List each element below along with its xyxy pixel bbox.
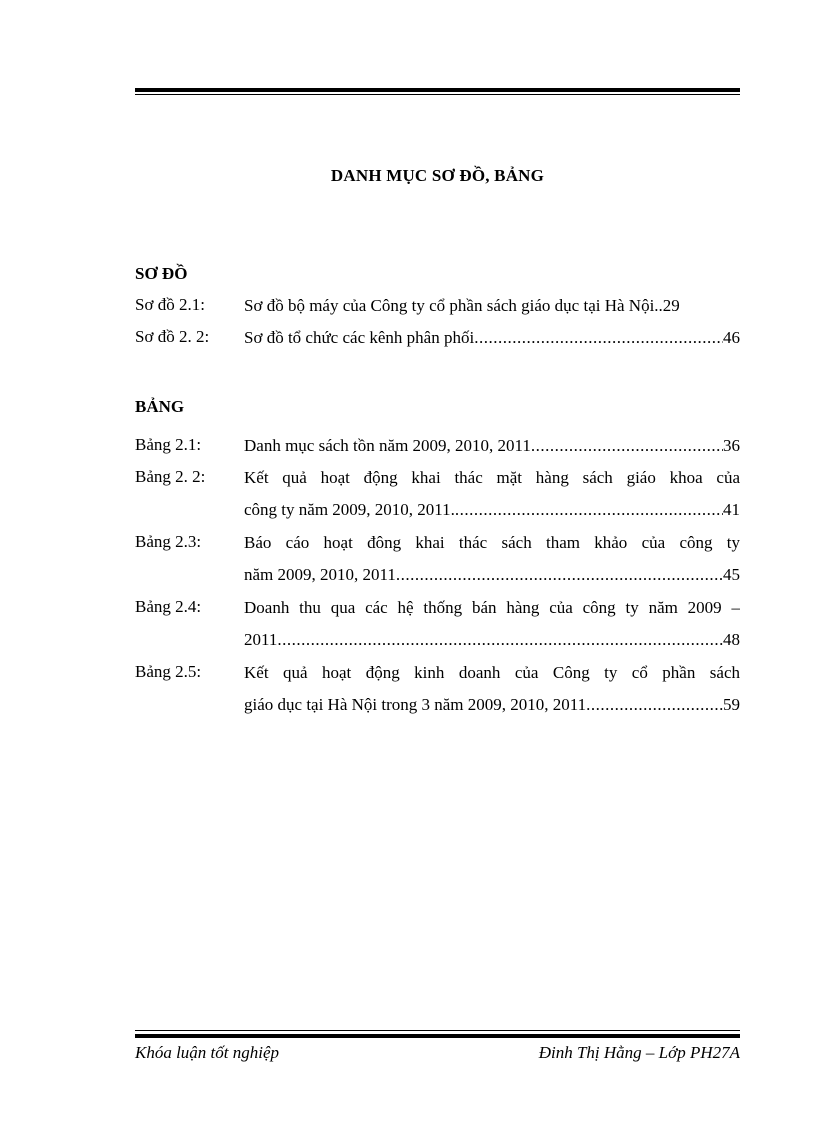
entry-page: 45	[723, 565, 740, 584]
entry-label: Bảng 2. 2:	[135, 467, 206, 486]
section-heading-so-do: SƠ ĐỒ	[135, 264, 188, 283]
entry-text: giáo dục tại Hà Nội trong 3 năm 2009, 2010, 2011	[244, 695, 587, 714]
entry-label: Bảng 2.3:	[135, 532, 202, 551]
header-rule-thin	[135, 94, 740, 95]
entry-text: 2011	[244, 630, 278, 649]
entry-text: Sơ đồ bộ máy của Công ty cổ phần sách giáo dục tại Hà Nội	[244, 296, 655, 315]
entry-text-line1: Doanh thu qua các hệ thống bán hàng của công ty năm 2009 –	[244, 598, 740, 617]
entry-label: Bảng 2.4:	[135, 597, 202, 616]
page-title: DANH MỤC SƠ ĐỒ, BẢNG	[330, 166, 545, 185]
entry-label: Sơ đồ 2. 2:	[135, 327, 210, 346]
entry-text-line1: Báo cáo hoạt đông khai thác sách tham khảo của công ty	[244, 533, 740, 552]
entry-text-line1: Kết quả hoạt động kinh doanh của Công ty cổ phần sách	[244, 663, 740, 682]
footer-rule-thin	[135, 1030, 740, 1031]
header-rule-thick	[135, 88, 740, 92]
entry-label: Bảng 2.1:	[135, 435, 202, 454]
entry-label: Sơ đồ 2.1:	[135, 295, 205, 314]
entry-text: công ty năm 2009, 2010, 2011.	[244, 500, 455, 519]
entry-text-line1: Kết quả hoạt động khai thác mặt hàng sách giáo khoa của	[244, 468, 740, 487]
entry-text: Danh mục sách tồn năm 2009, 2010, 2011	[244, 436, 531, 455]
leader-dots	[277, 629, 723, 651]
leader-dots	[531, 435, 723, 457]
entry-page: 36	[723, 436, 740, 455]
entry-page: 41	[723, 500, 740, 519]
entry-page: 46	[723, 328, 740, 347]
footer-rule-thick	[135, 1034, 740, 1038]
entry-page: ..29	[654, 296, 680, 315]
entry-text: Sơ đồ tổ chức các kênh phân phối	[244, 328, 475, 347]
leader-dots	[455, 499, 723, 521]
section-heading-bang: BẢNG	[135, 397, 185, 416]
leader-dots	[474, 327, 723, 349]
entry-label: Bảng 2.5:	[135, 662, 202, 681]
footer-right-text: Đinh Thị Hằng – Lớp PH27A	[538, 1043, 740, 1062]
entry-page: 59	[723, 695, 740, 714]
entry-page: 48	[723, 630, 740, 649]
footer-left-text: Khóa luận tốt nghiệp	[135, 1043, 280, 1062]
leader-dots	[586, 694, 723, 716]
entry-text: năm 2009, 2010, 2011	[244, 565, 396, 584]
leader-dots	[396, 564, 723, 586]
